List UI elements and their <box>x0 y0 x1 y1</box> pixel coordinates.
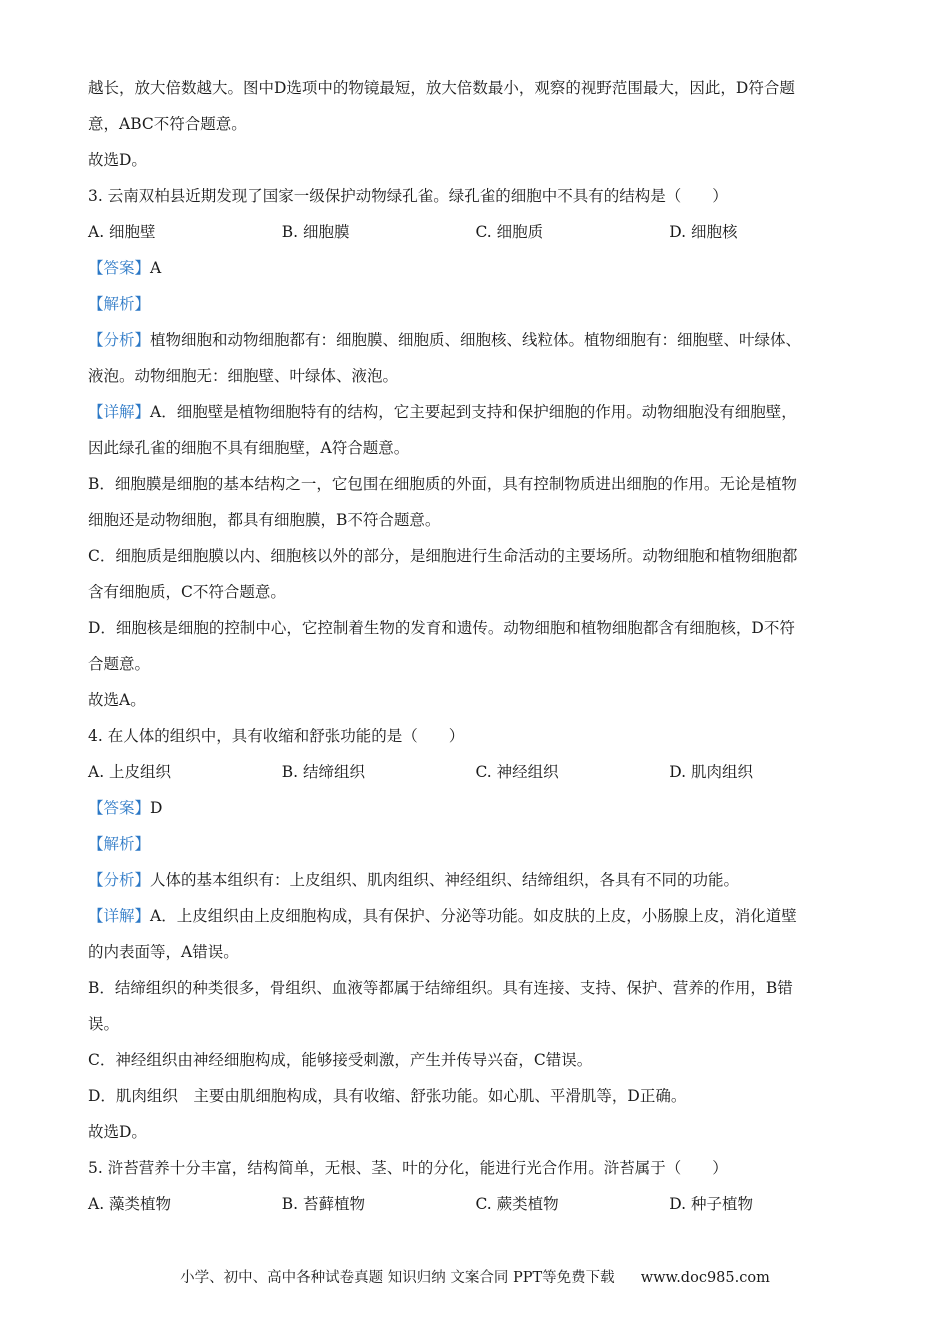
text-line: 含有细胞质，C不符合题意。 <box>88 583 286 601</box>
option-d: D. 肌肉组织 <box>669 763 753 781</box>
fenxi-label: 【分析】 <box>88 331 151 349</box>
text-line: D．肌肉组织 主要由肌细胞构成，具有收缩、舒张功能。如心肌、平滑肌等，D正确。 <box>88 1087 687 1105</box>
question-5-stem: 5. 浒苔营养十分丰富，结构简单，无根、茎、叶的分化，能进行光合作用。浒苔属于（ ） <box>88 1159 728 1177</box>
document-body <box>88 70 863 1222</box>
xiangjie-label: 【详解】 <box>88 403 151 421</box>
option-d: D. 种子植物 <box>669 1195 753 1213</box>
xiangjie-line: 【详解】A．细胞壁是植物细胞特有的结构，它主要起到支持和保护细胞的作用。动物细胞没有细胞壁， <box>88 403 797 421</box>
option-c: C. 神经组织 <box>475 763 559 781</box>
text-line: D．细胞核是细胞的控制中心，它控制着生物的发育和遗传。动物细胞和植物细胞都含有细胞核，D不符 <box>88 619 795 637</box>
footer-url[interactable]: www.doc985.com <box>640 1270 770 1286</box>
text-line: 因此绿孔雀的细胞不具有细胞壁，A符合题意。 <box>88 439 410 457</box>
footer-text: 小学、初中、高中各种试卷真题 知识归纳 文案合同 PPT等免费下载 <box>180 1270 615 1286</box>
text-line: 细胞还是动物细胞，都具有细胞膜，B不符合题意。 <box>88 511 441 529</box>
text-line: 的内表面等，A错误。 <box>88 943 239 961</box>
option-b: B. 细胞膜 <box>281 223 350 241</box>
analysis-heading: 【解析】 <box>88 295 151 313</box>
text-line: 意，ABC不符合题意。 <box>88 115 247 133</box>
answer-value: D <box>150 799 163 817</box>
text-line: 误。 <box>88 1015 120 1033</box>
text-line: 液泡。动物细胞无：细胞壁、叶绿体、液泡。 <box>88 367 399 385</box>
text-line: 合题意。 <box>88 655 151 673</box>
answer-label: 【答案】 <box>88 259 151 277</box>
question-3-stem: 3. 云南双柏县近期发现了国家一级保护动物绿孔雀。绿孔雀的细胞中不具有的结构是（ ） <box>88 187 728 205</box>
question-3-options <box>88 214 863 250</box>
text-line: 故选A。 <box>88 691 146 709</box>
option-d: D. 细胞核 <box>669 223 738 241</box>
text-line: 故选D。 <box>88 151 147 169</box>
question-4-stem: 4. 在人体的组织中，具有收缩和舒张功能的是（ ） <box>88 727 465 745</box>
question-5-options <box>88 1186 863 1222</box>
fenxi-line: 【分析】植物细胞和动物细胞都有：细胞膜、细胞质、细胞核、线粒体。植物细胞有：细胞壁、叶绿体、 <box>88 331 802 349</box>
option-a: A. 细胞壁 <box>88 223 156 241</box>
text-line: B．结缔组织的种类很多，骨组织、血液等都属于结缔组织。具有连接、支持、保护、营养的作用，B错 <box>88 979 793 997</box>
answer-value: A <box>150 259 162 277</box>
analysis-heading: 【解析】 <box>88 835 151 853</box>
option-c: C. 细胞质 <box>475 223 544 241</box>
text-line: B．细胞膜是细胞的基本结构之一，它包围在细胞质的外面，具有控制物质进出细胞的作用。无论是植物 <box>88 475 797 493</box>
text-line: C．细胞质是细胞膜以内、细胞核以外的部分，是细胞进行生命活动的主要场所。动物细胞和植物细胞都 <box>88 547 798 565</box>
option-b: B. 苔藓植物 <box>281 1195 365 1213</box>
text-line: 越长，放大倍数越大。图中D选项中的物镜最短，放大倍数最小，观察的视野范围最大，因此，D符合题 <box>88 79 795 97</box>
question-4-options <box>88 754 863 790</box>
xiangjie-line: 【详解】A．上皮组织由上皮细胞构成，具有保护、分泌等功能。如皮肤的上皮，小肠腺上皮，消化道壁 <box>88 907 797 925</box>
answer-line <box>88 250 863 286</box>
option-c: C. 蕨类植物 <box>475 1195 559 1213</box>
text-line: C．神经组织由神经细胞构成，能够接受刺激，产生并传导兴奋，C错误。 <box>88 1051 593 1069</box>
answer-label: 【答案】 <box>88 799 151 817</box>
option-a: A. 藻类植物 <box>88 1195 172 1213</box>
option-a: A. 上皮组织 <box>88 763 172 781</box>
text-line: 故选D。 <box>88 1123 147 1141</box>
fenxi-label: 【分析】 <box>88 871 151 889</box>
answer-line <box>88 790 863 826</box>
page-footer <box>0 1266 950 1287</box>
fenxi-line: 【分析】人体的基本组织有：上皮组织、肌肉组织、神经组织、结缔组织，各具有不同的功能。 <box>88 871 740 889</box>
option-b: B. 结缔组织 <box>281 763 365 781</box>
xiangjie-label: 【详解】 <box>88 907 151 925</box>
